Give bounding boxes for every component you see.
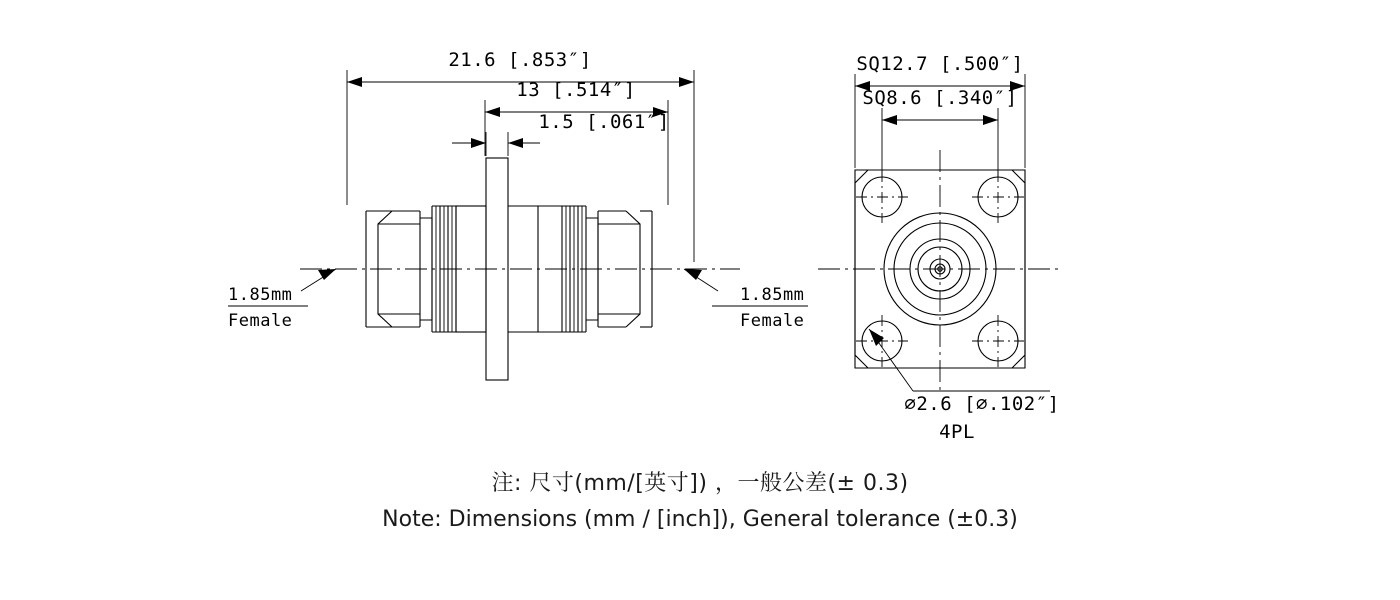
right-interface-label-line2: Female xyxy=(740,311,805,331)
left-ring-stack xyxy=(432,206,456,332)
note-chinese: 注: 尺寸(mm/[英寸]) ，一般公差(± 0.3) xyxy=(491,471,909,496)
hole-callout xyxy=(869,329,1060,443)
hole-callout-line1: ⌀2.6 [⌀.102″] xyxy=(904,393,1060,415)
left-interface-label-line1: 1.85mm xyxy=(228,285,293,305)
side-view-group xyxy=(228,49,808,380)
drawing-notes xyxy=(0,466,1400,538)
dim-flange-thickness-text: 1.5 [.061″] xyxy=(538,111,670,133)
dim-body-length-text: 13 [.514″] xyxy=(516,79,636,101)
right-interface-label-line1: 1.85mm xyxy=(740,285,805,305)
left-interface-callout xyxy=(228,269,336,331)
note-english: Note: Dimensions (mm / [inch]), General tolerance (±0.3) xyxy=(382,507,1018,532)
dim-flange-square-outer-text: SQ12.7 [.500″] xyxy=(856,53,1024,75)
right-interface-callout xyxy=(684,269,808,331)
front-view-group xyxy=(818,53,1062,443)
dim-hole-pattern-square-text: SQ8.6 [.340″] xyxy=(862,87,1018,109)
hole-callout-line2: 4PL xyxy=(939,421,975,443)
left-interface-label-line2: Female xyxy=(228,311,293,331)
dim-overall-length-text: 21.6 [.853″] xyxy=(448,49,592,71)
